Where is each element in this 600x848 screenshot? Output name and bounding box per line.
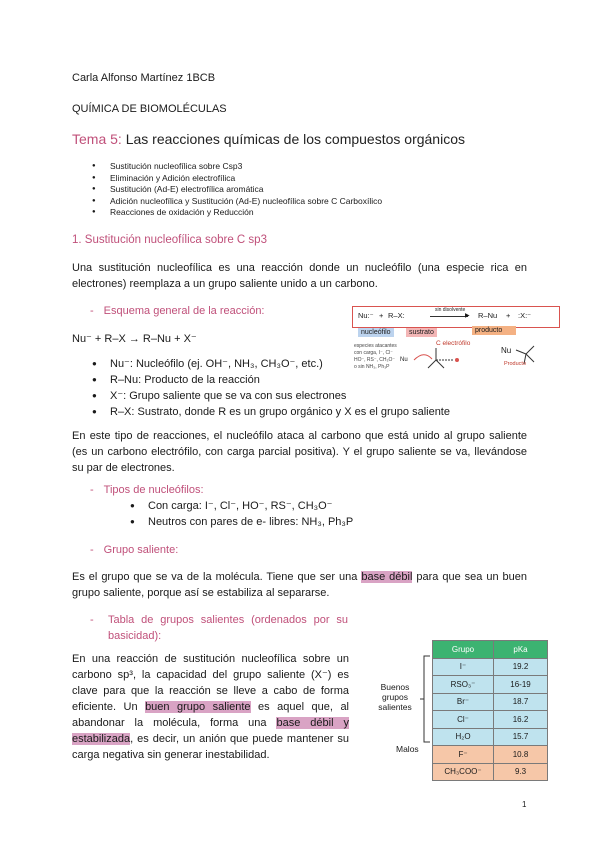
toc-item: ● Eliminación y Adición electrofílica (92, 173, 512, 185)
diagram-substrate: R–X: (388, 311, 405, 320)
toc-item: ● Reacciones de oxidación y Reducción (92, 207, 512, 219)
cell-pka: 18.7 (494, 693, 548, 711)
toc-list (92, 161, 512, 219)
para-text: , es decir, un anión que puede mantener su carga negativa sin generar inestabilidad. (72, 733, 349, 761)
diagram-nu: Nu:⁻ (358, 311, 374, 320)
header-grupo: Grupo (433, 641, 494, 659)
tipo-item: ● Con carga: I⁻, Cl⁻, HO⁻, RS⁻, CH₃O⁻ (130, 498, 430, 514)
reaction-diagram (352, 306, 562, 380)
tipos-heading: - Tipos de nucleófilos: (90, 484, 204, 496)
cell-pka: 16-19 (494, 676, 548, 694)
header-pka: pKa (494, 641, 548, 659)
grupo-heading-text: Grupo saliente: (103, 544, 179, 556)
term-item: ● R–Nu: Producto de la reacción (92, 372, 532, 388)
term-item: ● X⁻: Grupo saliente que se va con sus electrones (92, 388, 532, 404)
label-producto: producto (472, 326, 516, 335)
notes-title: especies atacantes (354, 343, 397, 349)
note-line: HO⁻, RS⁻, CH₃O⁻ (354, 357, 396, 363)
cell-grupo: CH₃COO⁻ (433, 763, 494, 781)
cell-pka: 9.3 (494, 763, 548, 781)
para-text: En una reacción de sustitución nucleofílica sobre un carbono sp³, la capacidad del grupo saliente (X⁻) es clave para que la reacción se lleve a cabo de forma eficiente. Un (72, 653, 349, 713)
course-line: QUÍMICA DE BIOMOLÉCULAS (72, 103, 227, 115)
general-equation: Nu⁻ + R–X → R–Nu + X⁻ (72, 333, 197, 345)
grupo-saliente-paragraph (72, 651, 349, 763)
highlight-base-debil-estabilizada: base débil y estabilizada (72, 717, 349, 745)
table-header-row (433, 641, 548, 659)
grupo-text: para que sea un buen grupo saliente, porque así se estabiliza al separarse. (72, 571, 528, 599)
cell-grupo: F⁻ (433, 746, 494, 764)
table-row (433, 658, 548, 676)
cell-grupo: Cl⁻ (433, 711, 494, 729)
intro-paragraph: Una sustitución nucleofílica es una reacción donde un nucleófilo (una especie rica en electrones) reemplaza a un grupo saliente unido a un carbono. (72, 262, 527, 290)
title-text: Las reacciones químicas de los compuestos orgánicos (125, 131, 465, 147)
c-electrofilo-label: C electrófilo (436, 340, 471, 347)
cell-grupo: RSO₃⁻ (433, 676, 494, 694)
esquema-heading: - Esquema general de la reacción: (90, 305, 265, 317)
toc-item: ● Adición nucleofílica y Sustitución (Ad-E) nucleofílica sobre C Carboxílico (92, 196, 512, 208)
table-row (433, 693, 548, 711)
cell-grupo: I⁻ (433, 658, 494, 676)
label-nucleofilo: nucleófilo (358, 328, 394, 337)
esquema-heading-text: Esquema general de la reacción: (103, 305, 265, 317)
leaving-groups-table (432, 640, 548, 781)
tipos-list (130, 498, 430, 530)
grupo-heading: - Grupo saliente: (90, 544, 179, 556)
malos-label: Malos (396, 744, 419, 754)
diagram-product: R–Nu (478, 311, 498, 320)
producto-small-label: Producto (504, 361, 527, 367)
toc-item: ● Sustitución (Ad-E) electrofílica aromática (92, 184, 512, 196)
section-heading: 1. Sustitución nucleofílica sobre C sp3 (72, 234, 267, 246)
cell-grupo: H₂O (433, 728, 494, 746)
cell-pka: 15.7 (494, 728, 548, 746)
reaction-arrow (430, 316, 468, 317)
diagram-plus-2: + (506, 311, 511, 320)
note-line: o sin NH₃, Ph₃P (354, 364, 390, 370)
author-line: Carla Alfonso Martínez 1BCB (72, 72, 216, 84)
highlight-buen-grupo: buen grupo saliente (145, 701, 251, 713)
title-prefix: Tema 5: (72, 131, 122, 147)
cell-pka: 16.2 (494, 711, 548, 729)
table-row (433, 728, 548, 746)
buenos-label: Buenos grupos salientes (378, 682, 412, 712)
term-item: ● Nu⁻: Nucleófilo (ej. OH⁻, NH₃, CH₃O⁻, etc.) (92, 356, 532, 372)
tabla-heading: - Tabla de grupos salientes (ordenados por su basicidad): (90, 614, 348, 642)
table-row (433, 746, 548, 764)
bracket-icon (418, 654, 432, 744)
diagram-leaving: :X:⁻ (518, 311, 532, 320)
grupo-text: Es el grupo que se va de la molécula. Tiene que ser una (72, 571, 362, 583)
cell-grupo: Br⁻ (433, 693, 494, 711)
note-line: con carga, I⁻, Cl⁻ (354, 350, 393, 356)
highlight-base-debil: base débil (361, 571, 413, 583)
toc-item: ● Sustitución nucleofílica sobre Csp3 (92, 161, 512, 173)
leaving-groups-figure (368, 638, 548, 777)
grupo-paragraph (72, 569, 527, 601)
explanation-paragraph: En este tipo de reacciones, el nucleófilo ataca al carbono que está unido al grupo saliente (es un carbono electrófilo, con carga parcial positiva). Y el grupo saliente se va, llevándose su par de electrones. (72, 430, 527, 474)
cell-pka: 10.8 (494, 746, 548, 764)
page-title (72, 131, 465, 147)
tipos-heading-text: Tipos de nucleófilos: (103, 484, 204, 496)
cell-pka: 19.2 (494, 658, 548, 676)
tabla-heading-text: Tabla de grupos salientes (ordenados por su basicidad): (108, 614, 348, 642)
diagram-nu-small: Nu (400, 357, 408, 363)
table-row (433, 711, 548, 729)
para-text: es aquel que, al abandonar la molécula, forma una (72, 701, 350, 729)
diagram-plus: + (379, 311, 384, 320)
tipo-item: ● Neutros con pares de e- libres: NH₃, Ph₃P (130, 514, 430, 530)
table-row (433, 676, 548, 694)
diagram-arrow-label: sin disolvente (435, 307, 466, 313)
table-row (433, 763, 548, 781)
label-sustrato: sustrato (406, 328, 437, 337)
arrow-head-icon: ▶ (465, 313, 470, 319)
diagram-nu-right: Nu (501, 346, 512, 355)
page-number: 1 (522, 800, 527, 809)
term-item: ● R–X: Sustrato, donde R es un grupo orgánico y X es el grupo saliente (92, 404, 532, 420)
